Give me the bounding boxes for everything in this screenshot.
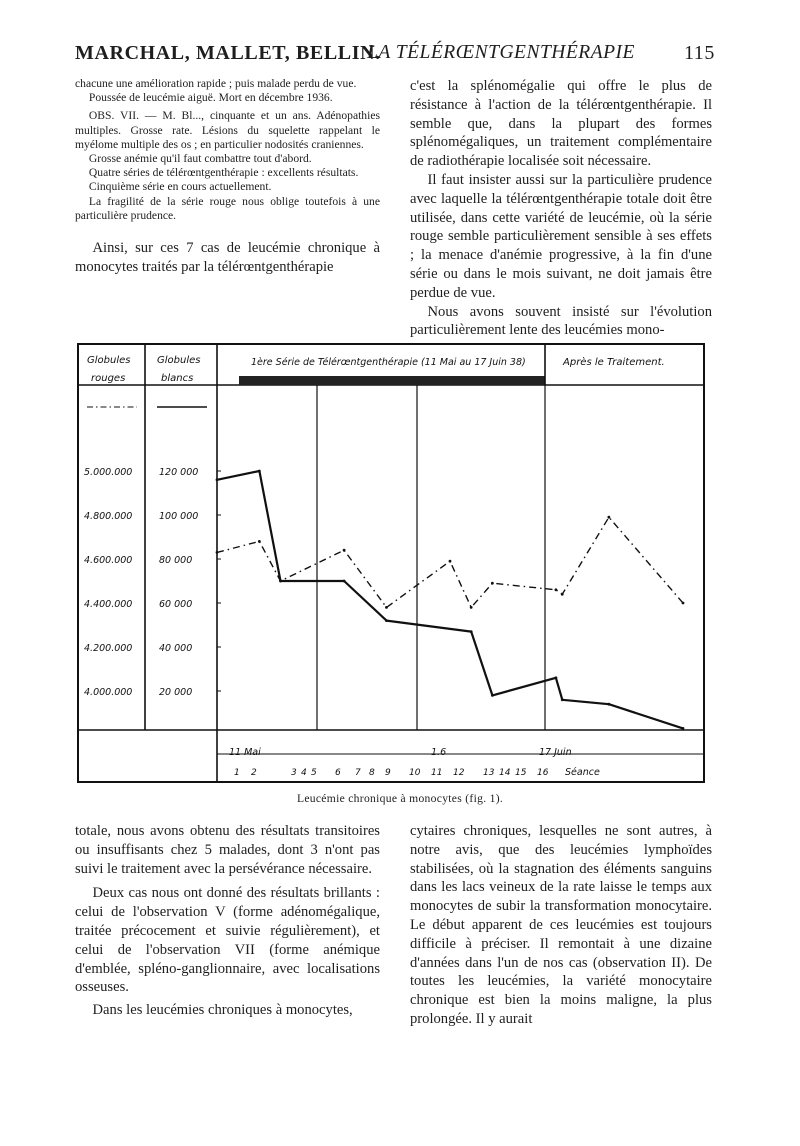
seance-number: 10 <box>409 768 421 778</box>
paragraph: Dans les leucémies chroniques à monocytes, <box>92 1002 353 1019</box>
seance-number: 2 <box>251 768 257 778</box>
col1-header-line2: rouges <box>91 373 126 384</box>
paragraph: Il faut insister aussi sur la particulière prudence avec laquelle la télérœntgenthérapie totale doit être utilisée, dans cette variété de leucémie, où la série rouge semble particulièrement sensible à ses effets ; la menace d'anémie progressive, à la fin d'une série ou dans le mois suivant, ne doit jamais être perdue de vue. <box>410 171 712 301</box>
red-point <box>491 582 494 585</box>
date-label-mid: 1.6 <box>431 747 447 758</box>
red-point <box>385 606 388 609</box>
white-point <box>470 630 473 633</box>
red-axis-ticks <box>84 467 132 698</box>
after-treatment-title: Après le Traitement. <box>563 357 665 368</box>
seance-number: 14 <box>499 768 511 778</box>
red-point <box>470 606 473 609</box>
paragraph: Quatre séries de télérœntgenthérapie : excellents résultats. <box>88 166 359 180</box>
seance-number: 9 <box>385 768 391 778</box>
seance-number: 8 <box>369 768 375 778</box>
col2-header-line2: blancs <box>161 373 194 384</box>
paragraph: OBS. VII. — M. Bl..., cinquante et un ans. Adénopathies multiples. Grosse rate. Lésions du squelette rappelant le myélome multiple des os ; en particulier nodosités craniennes. <box>75 109 380 151</box>
paragraph: Cinquième série en cours actuellement. <box>88 180 272 194</box>
red-point <box>561 593 564 596</box>
line-chart <box>79 345 703 781</box>
white-tick-label: 80 000 <box>159 555 193 566</box>
page-number: 115 <box>683 42 715 64</box>
paragraph: Deux cas nous ont donné des résultats brillants : celui de l'observation V (forme adénomégalique, traitée précocement et suivie régulièrement), et celui de l'observation VII (forme anémique d'emblée, spléno-ganglionnaire, avec localisations osseuses. <box>75 885 380 996</box>
seance-numbers <box>234 768 549 778</box>
white-tick-label: 60 000 <box>159 599 193 610</box>
seance-number: 12 <box>453 768 465 778</box>
paragraph: c'est la splénomégalie qui offre le plus de résistance à l'action de la télérœntgenthérapie. Il semble que, dans la plupart des formes splénomégaliques, un traitement complémentaire de radiothérapie localisée soit nécessaire. <box>410 78 712 170</box>
series-white-line <box>217 471 683 728</box>
red-tick-label: 4.200.000 <box>84 643 133 654</box>
seance-number: 5 <box>311 768 317 778</box>
header-title: LA TÉLÉRŒNTGENTHÉRAPIE <box>367 42 635 63</box>
white-point <box>491 694 494 697</box>
red-point <box>682 602 685 605</box>
white-axis-ticks <box>159 467 198 698</box>
series-title: 1ère Série de Télérœntgenthérapie (11 Mai au 17 Juin 38) <box>251 357 526 368</box>
paragraph: Grosse anémie qu'il faut combattre tout d'abord. <box>88 152 312 166</box>
red-point <box>555 588 558 591</box>
red-point <box>279 580 282 583</box>
top-right-column <box>410 77 712 340</box>
red-point <box>607 516 610 519</box>
seance-number: 16 <box>537 768 549 778</box>
seance-number: 6 <box>335 768 341 778</box>
white-tick-label: 40 000 <box>159 643 193 654</box>
white-point <box>385 619 388 622</box>
white-tick-label: 100 000 <box>159 511 199 522</box>
red-tick-label: 4.400.000 <box>84 599 133 610</box>
red-tick-label: 4.600.000 <box>84 555 133 566</box>
white-point <box>343 580 346 583</box>
white-tick-label: 120 000 <box>159 467 199 478</box>
paragraph: Ainsi, sur ces 7 cas de leucémie chronique à monocytes traités par la télérœntgenthérapie <box>75 240 380 275</box>
red-tick-label: 4.800.000 <box>84 511 133 522</box>
bottom-right-column <box>410 822 712 1029</box>
white-point <box>258 470 261 473</box>
white-point <box>607 703 610 706</box>
chart-figure <box>77 343 705 783</box>
date-label-end: 17 Juin <box>539 747 572 758</box>
col1-header-line1: Globules <box>87 355 131 366</box>
white-point <box>682 727 685 730</box>
figure-caption: Leucémie chronique à monocytes (fig. 1). <box>296 792 504 805</box>
white-point <box>555 676 558 679</box>
red-tick-label: 5.000.000 <box>84 467 133 478</box>
red-point <box>258 540 261 543</box>
seance-number: 15 <box>515 768 527 778</box>
seance-number: 1 <box>234 768 240 778</box>
paragraph: chacune une amélioration rapide ; puis malade perdu de vue. <box>75 77 357 90</box>
seance-number: 11 <box>431 768 443 778</box>
red-point <box>216 551 219 554</box>
top-left-column <box>75 77 380 277</box>
seance-number: 13 <box>483 768 495 778</box>
seance-number: 3 <box>291 768 297 778</box>
seance-number: 7 <box>355 768 361 778</box>
paragraph: totale, nous avons obtenu des résultats transitoires ou insuffisants chez 5 malades, dont 3 n'ont pas suivi le traitement avec la persévérance nécessaire. <box>75 823 380 877</box>
treatment-bar <box>239 376 545 385</box>
paragraph: La fragilité de la série rouge nous oblige toutefois à une particulière prudence. <box>75 194 380 222</box>
white-tick-label: 20 000 <box>159 687 193 698</box>
white-point <box>216 478 219 481</box>
paragraph: Poussée de leucémie aiguë. Mort en décembre 1936. <box>88 91 333 105</box>
red-tick-label: 4.000.000 <box>84 687 133 698</box>
seance-label: Séance <box>565 767 600 778</box>
col2-header-line1: Globules <box>157 355 201 366</box>
seance-number: 4 <box>301 768 307 778</box>
paragraph: cytaires chroniques, lesquelles ne sont autres, à notre avis, que des leucémies lymphoïdes stabilisées, où la stagnation des éléments sanguins dans les lacs veineux de la rate laisse le temps aux monocytes de subir la transformation monocytaire. Le début apparent de ces leucémies est toujours difficile à préciser. Il remontait à une dizaine d'années dans l'un de nos cas (observation II). De toutes les leucémies, la variété monocytaire chronique est bien la moins maligne, la plus prolongée. Il y aurait <box>410 823 712 1027</box>
red-point <box>343 549 346 552</box>
white-point <box>561 698 564 701</box>
red-point <box>449 560 452 563</box>
paragraph: Nous avons souvent insisté sur l'évolution particulièrement lente des leucémies mono- <box>410 303 712 339</box>
header-authors: MARCHAL, MALLET, BELLIN. <box>75 42 381 64</box>
date-label-start: 11 Mai <box>229 747 261 758</box>
running-header <box>75 40 715 68</box>
bottom-left-column <box>75 822 380 1020</box>
